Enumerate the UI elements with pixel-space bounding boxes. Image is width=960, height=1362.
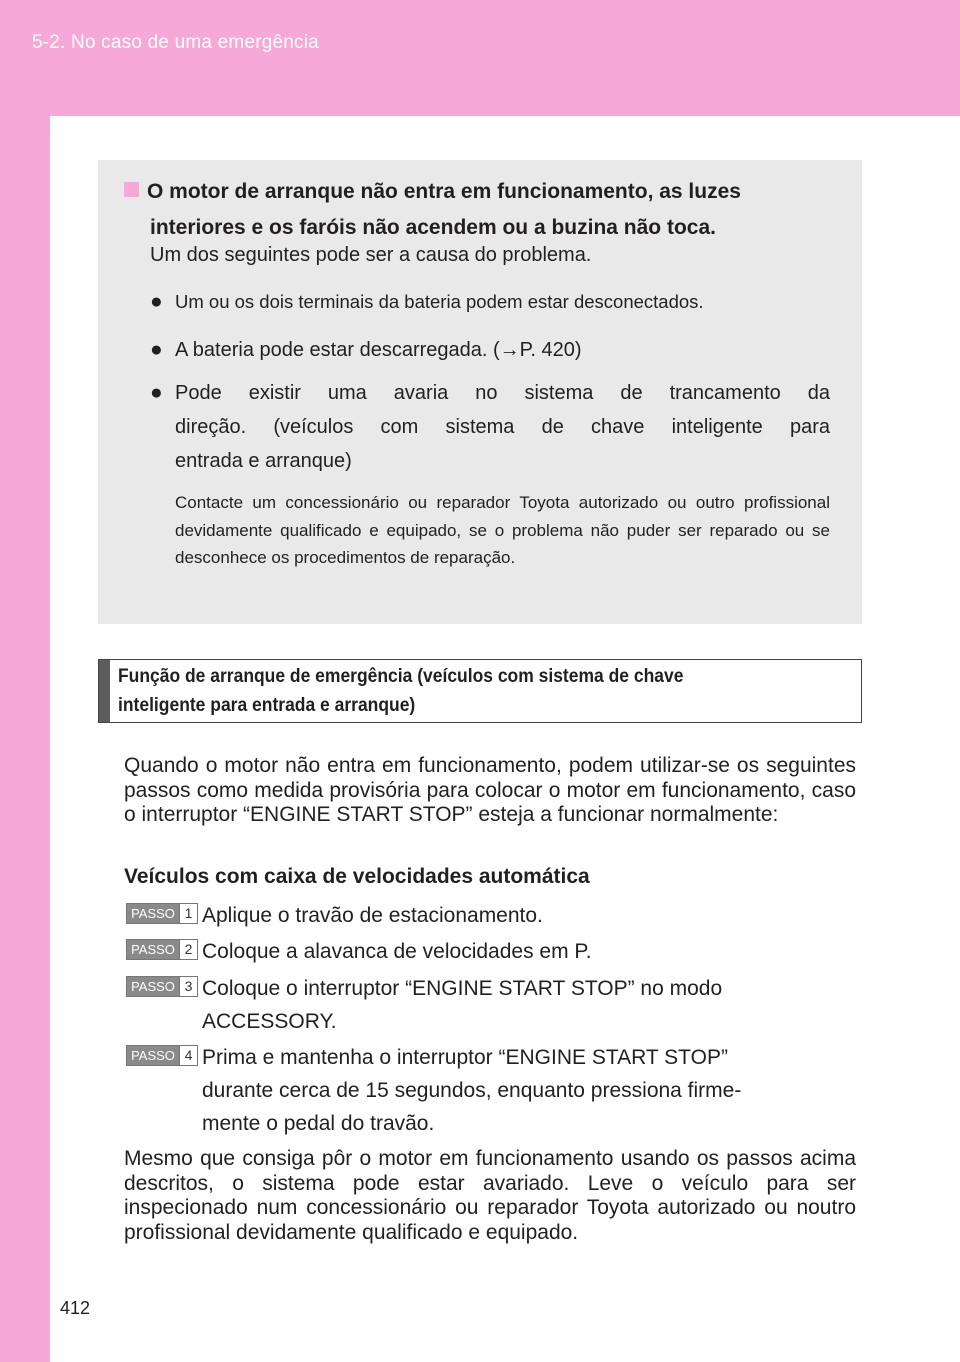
page-number: 412: [60, 1298, 91, 1318]
side-band: [0, 116, 50, 1362]
square-bullet-icon: [124, 182, 139, 197]
step-item: PASSO 1 Aplique o travão de estacionamento.: [124, 899, 856, 932]
section-heading-box: [98, 659, 862, 723]
closing-paragraph: Mesmo que consiga pôr o motor em funcionamento usando os passos acima descritos, o sistema pode estar avariado. Leve o veículo para ser inspecionado num concessionário ou reparador Toyota autorizado ou noutro profissional devidamente qualificado e equipado.: [124, 1147, 856, 1244]
heading-bar: [99, 660, 110, 722]
step-item: PASSO 3 Coloque o interruptor “ENGINE START STOP” no modo ACCESSORY.: [124, 972, 856, 1038]
section-heading: Função de arranque de emergência (veículos com sistema de chave inteligente para entrada e arranque): [118, 666, 684, 716]
header-band: [0, 0, 960, 116]
step-badge: PASSO 2: [126, 939, 198, 960]
step-badge: PASSO 1: [126, 903, 198, 924]
step-badge: PASSO 4: [126, 1045, 198, 1066]
step-badge: PASSO 3: [126, 976, 198, 997]
round-bullet-icon: ●: [150, 338, 163, 361]
intro-paragraph: Quando o motor não entra em funcionamento, podem utilizar-se os seguintes passos como medida provisória para colocar o motor em funcionamento, caso o interruptor “ENGINE START STOP” esteja a funcionar normalmente:: [124, 754, 856, 826]
subheading: Veículos com caixa de velocidades automática: [124, 865, 590, 888]
note-bullet: ● Um ou os dois terminais da bateria podem estar desconectados.: [150, 285, 830, 319]
round-bullet-icon: ●: [150, 381, 163, 404]
note-heading: O motor de arranque não entra em funcionamento, as luzes interiores e os faróis não acendem ou a buzina não toca.: [124, 174, 834, 246]
step-item: PASSO 4 Prima e mantenha o interruptor “ENGINE START STOP” durante cerca de 15 segundos, enquanto pressiona firme- mente o pedal do travão.: [124, 1041, 856, 1140]
step-item: PASSO 2 Coloque a alavanca de velocidades em P.: [124, 935, 856, 968]
round-bullet-icon: ●: [150, 290, 163, 313]
note-bullet: ● Pode existir uma avaria no sistema de trancamento da direção. (veículos com sistema de chave inteligente para entrada e arranque): [150, 376, 830, 478]
note-bullet: ● A bateria pode estar descarregada. (→P. 420): [150, 333, 830, 367]
section-title: 5-2. No caso de uma emergência: [32, 32, 319, 53]
note-small-print: Contacte um concessionário ou reparador Toyota autorizado ou outro profissional devidamente qualificado e equipado, se o problema não puder ser reparado ou se desconhece os procedimentos de reparação.: [175, 493, 830, 567]
note-intro: Um dos seguintes pode ser a causa do problema.: [150, 244, 592, 266]
